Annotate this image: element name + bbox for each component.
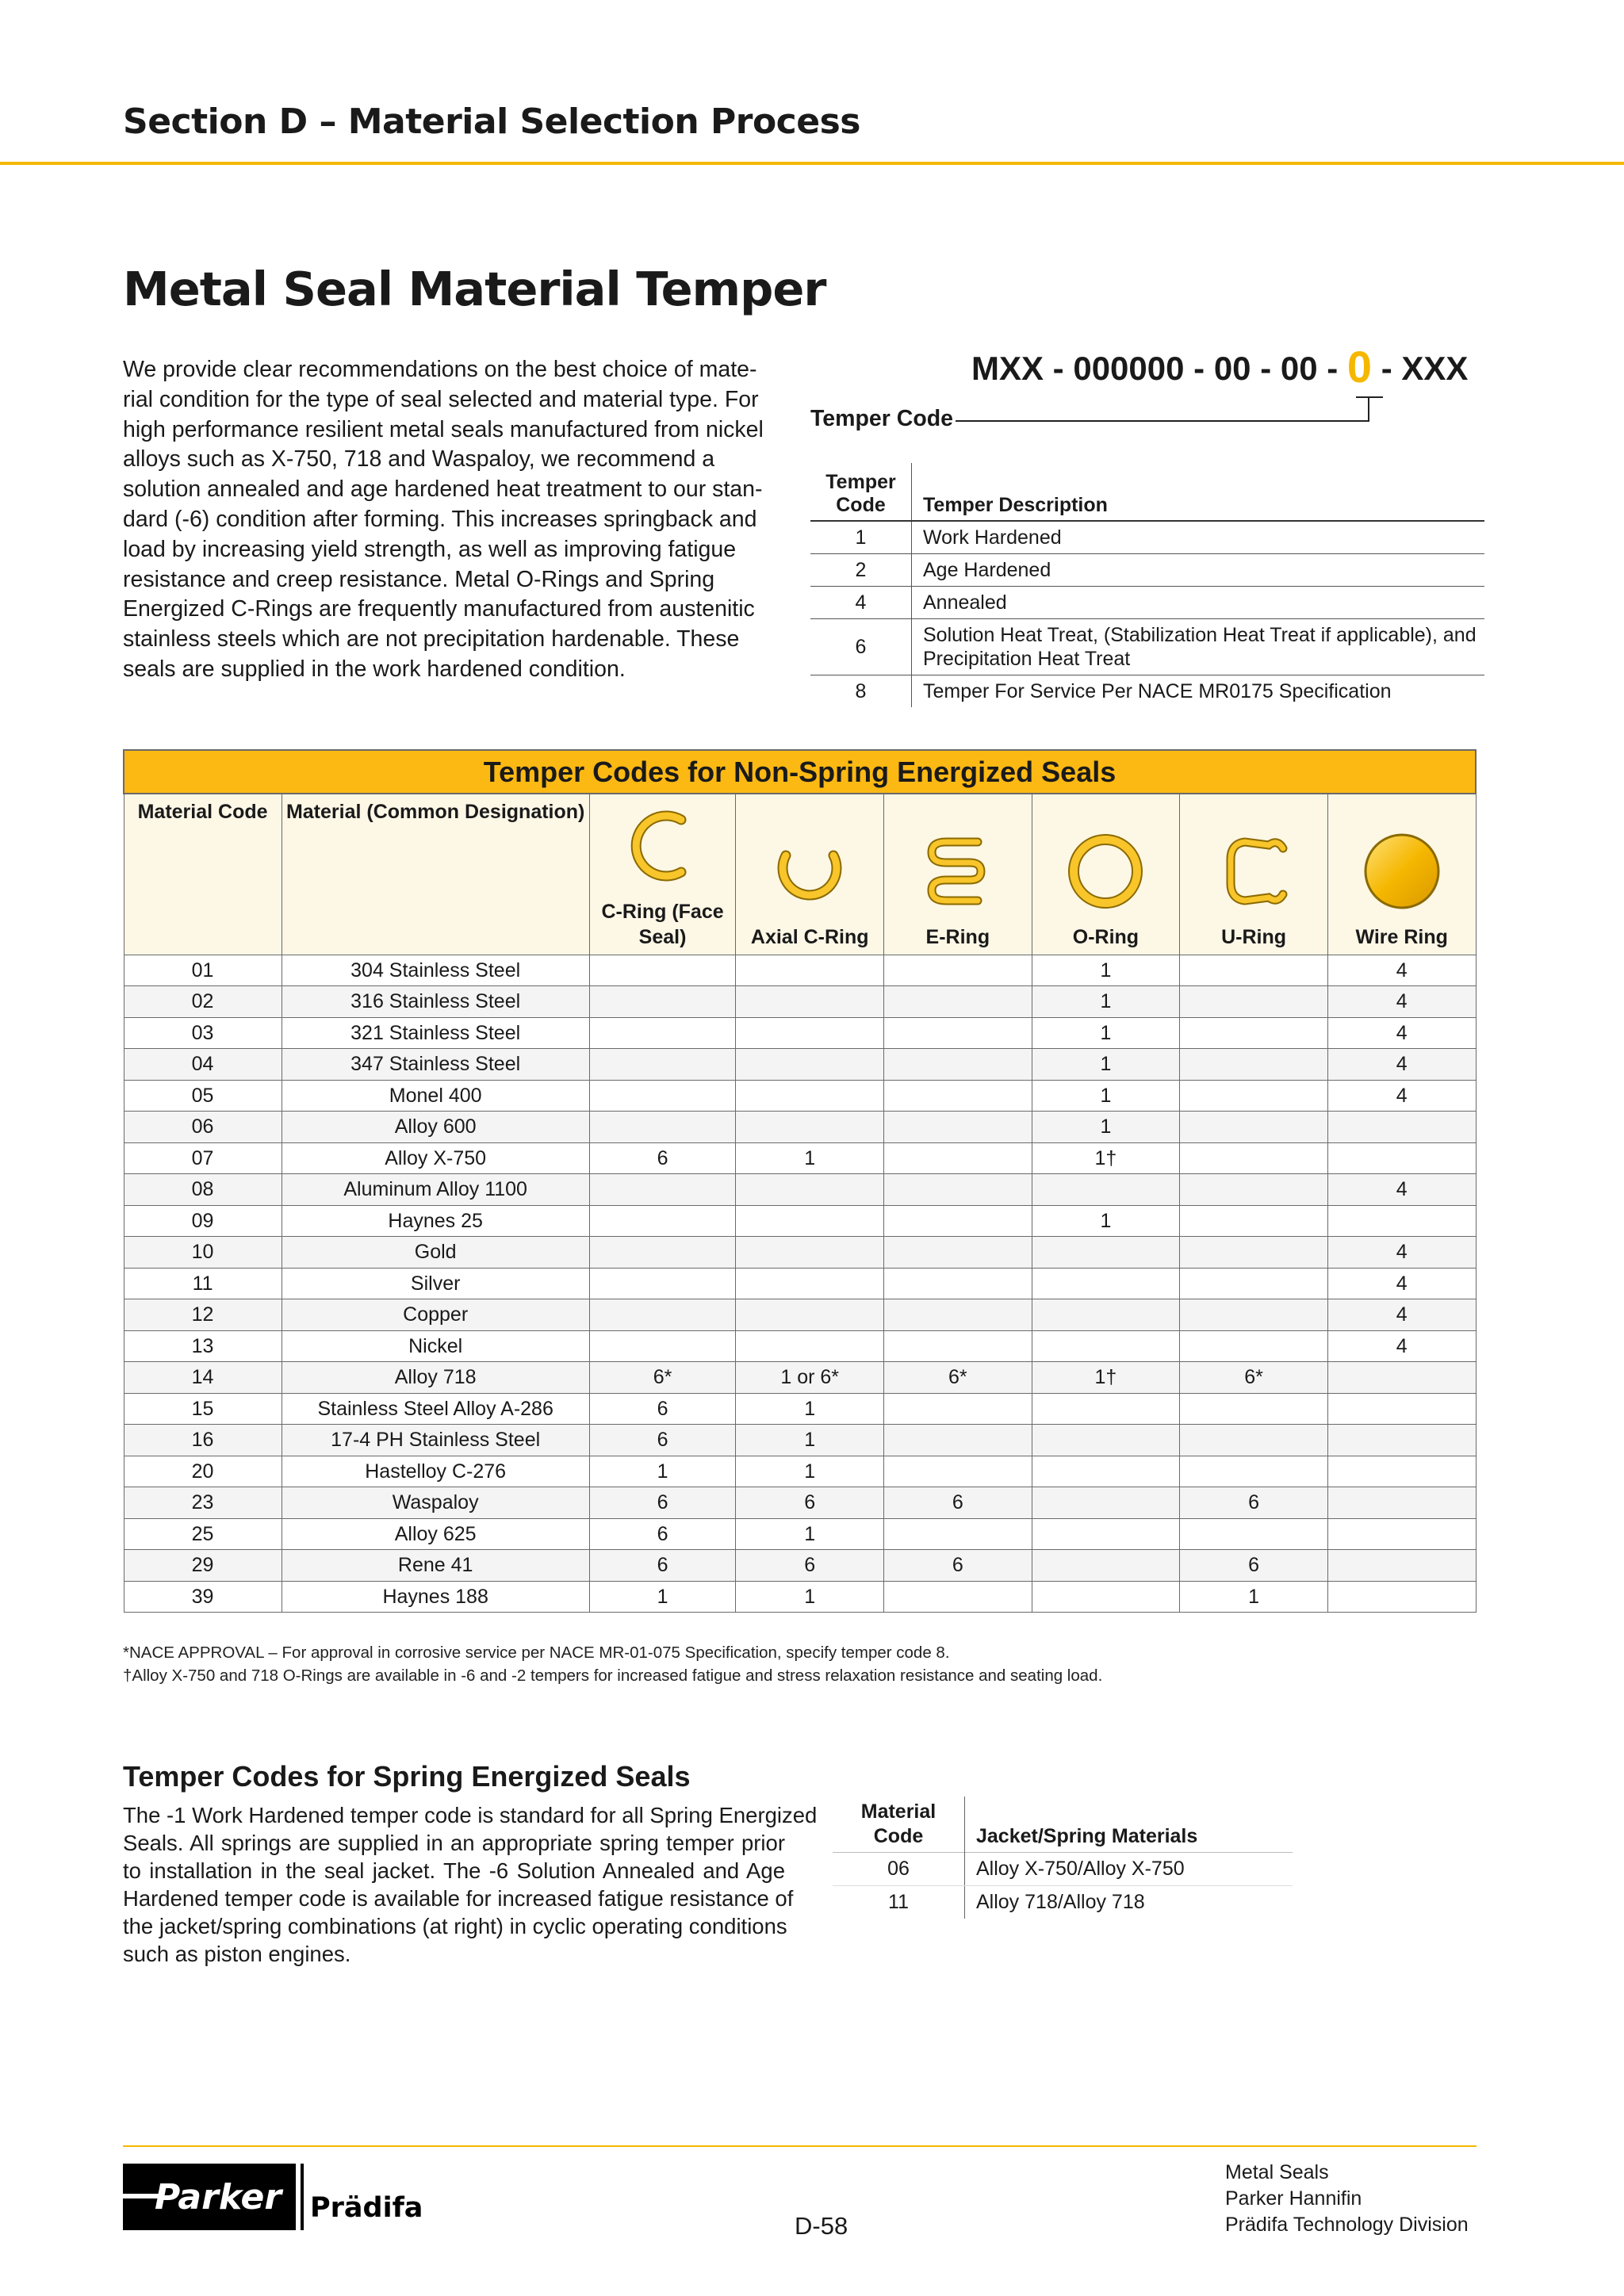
- u-ring-cell: 6: [1180, 1550, 1328, 1582]
- material-code-cell: 12: [124, 1299, 282, 1331]
- material-code-cell: 07: [124, 1142, 282, 1174]
- material-name-cell: 17-4 PH Stainless Steel: [282, 1425, 589, 1456]
- material-name-cell: Aluminum Alloy 1100: [282, 1174, 589, 1206]
- wire-ring-header: [1327, 794, 1476, 955]
- axial-c-ring-cell: [736, 1049, 884, 1081]
- c-ring-cell: [589, 1049, 736, 1081]
- logo-pradifa-text: Prädifa: [310, 2192, 423, 2224]
- c-ring-cell: 6: [589, 1425, 736, 1456]
- temper-code-label: Temper Code: [810, 406, 954, 431]
- material-code-cell: 15: [124, 1393, 282, 1425]
- table-row: [124, 1268, 1476, 1299]
- c-ring-cell: [589, 1174, 736, 1206]
- o-ring-cell: 1: [1032, 1205, 1180, 1237]
- non-spring-temper-table: [123, 749, 1477, 1613]
- wire-ring-cell: 4: [1327, 986, 1476, 1018]
- table-row: [124, 1017, 1476, 1049]
- intro-line: resistance and creep resistance. Metal O-Rings and Spring: [123, 566, 715, 592]
- axial-c-ring-cell: 1: [736, 1456, 884, 1487]
- axial-c-ring-cell: 6: [736, 1487, 884, 1519]
- table-row: [124, 1299, 1476, 1331]
- material-code-cell: 09: [124, 1205, 282, 1237]
- material-name-cell: 347 Stainless Steel: [282, 1049, 589, 1081]
- intro-line: We provide clear recommendations on the best choice of mate-: [123, 357, 757, 382]
- material-code-cell: 13: [124, 1330, 282, 1362]
- e-ring-cell: [884, 1518, 1032, 1550]
- axial-c-ring-cell: [736, 1174, 884, 1206]
- axial-c-ring-cell: [736, 1299, 884, 1331]
- footnotes: [123, 1641, 1102, 1687]
- e-ring-cell: [884, 955, 1032, 986]
- axial-c-ring-cell: 1: [736, 1393, 884, 1425]
- se-line: The -1 Work Hardened temper code is standard for all Spring Energized: [123, 1803, 818, 1827]
- part-number-format: [971, 341, 1468, 392]
- axial-c-ring-cell: 1: [736, 1142, 884, 1174]
- axial-c-ring-cell: [736, 1268, 884, 1299]
- spring-energized-table: [833, 1797, 1293, 1919]
- se-code-cell: 06: [833, 1853, 965, 1886]
- table-row: [833, 1886, 1293, 1919]
- material-code-cell: 06: [124, 1112, 282, 1143]
- material-code-cell: 20: [124, 1456, 282, 1487]
- material-code-cell: 39: [124, 1581, 282, 1613]
- intro-line: seals are supplied in the work hardened condition.: [123, 656, 626, 682]
- non-spring-table-title: Temper Codes for Non-Spring Energized Seals: [124, 750, 1476, 794]
- material-name-cell: Alloy 718: [282, 1362, 589, 1394]
- material-name-cell: Stainless Steel Alloy A-286: [282, 1393, 589, 1425]
- u-ring-cell: [1180, 955, 1328, 986]
- temper-description-cell: Age Hardened: [912, 554, 1485, 587]
- footer-division-info: [1225, 2160, 1469, 2238]
- table-row: [124, 1112, 1476, 1143]
- spring-energized-title: Temper Codes for Spring Energized Seals: [123, 1760, 691, 1793]
- intro-paragraph: [123, 355, 781, 685]
- table-row: [124, 1049, 1476, 1081]
- o-ring-cell: [1032, 1487, 1180, 1519]
- material-code-cell: 25: [124, 1518, 282, 1550]
- o-ring-cell: 1†: [1032, 1142, 1180, 1174]
- u-ring-cell: [1180, 1330, 1328, 1362]
- axial-c-ring-cell: 1 or 6*: [736, 1362, 884, 1394]
- c-ring-cell: [589, 1017, 736, 1049]
- table-row: [124, 1362, 1476, 1394]
- footnote-nace: *NACE APPROVAL – For approval in corrosive service per NACE MR-01-075 Specification, specify temper code 8.: [123, 1644, 950, 1662]
- se-line: such as piston engines.: [123, 1942, 351, 1966]
- temper-code-pointer-line: [956, 420, 1369, 422]
- se-line: the jacket/spring combinations (at right) in cyclic operating conditions: [123, 1914, 787, 1938]
- material-code-cell: 03: [124, 1017, 282, 1049]
- table-row: [124, 1080, 1476, 1112]
- axial-c-ring-cell: [736, 986, 884, 1018]
- o-ring-cell: 1†: [1032, 1362, 1180, 1394]
- material-code-cell: 16: [124, 1425, 282, 1456]
- wire-ring-cell: [1327, 1393, 1476, 1425]
- part-number-suffix: - XXX: [1381, 350, 1469, 387]
- temper-code-cell: 8: [810, 675, 912, 708]
- u-ring-cell: [1180, 1237, 1328, 1269]
- table-row: [124, 1142, 1476, 1174]
- c-ring-label: C-Ring (Face Seal): [601, 900, 724, 948]
- c-ring-cell: [589, 1237, 736, 1269]
- e-ring-cell: 6: [884, 1487, 1032, 1519]
- temper-description-cell: Work Hardened: [912, 521, 1485, 554]
- wire-ring-cell: [1327, 1142, 1476, 1174]
- intro-line: high performance resilient metal seals manufactured from nickel: [123, 416, 764, 442]
- spring-energized-paragraph: [123, 1801, 818, 1968]
- table-row: [124, 1205, 1476, 1237]
- wire-ring-cell: [1327, 1112, 1476, 1143]
- table-row: [810, 554, 1484, 587]
- axial-c-ring-label: Axial C-Ring: [750, 925, 869, 948]
- logo-parker-text: Parker: [155, 2177, 282, 2218]
- o-ring-icon: [1062, 828, 1149, 915]
- e-ring-cell: [884, 1299, 1032, 1331]
- table-row: [124, 1174, 1476, 1206]
- u-ring-cell: [1180, 1049, 1328, 1081]
- material-name-cell: Alloy 625: [282, 1518, 589, 1550]
- u-ring-cell: [1180, 1205, 1328, 1237]
- wire-ring-cell: [1327, 1518, 1476, 1550]
- wire-ring-icon: [1358, 828, 1446, 915]
- axial-c-ring-cell: 1: [736, 1425, 884, 1456]
- material-name-cell: 321 Stainless Steel: [282, 1017, 589, 1049]
- c-ring-cell: [589, 1330, 736, 1362]
- c-ring-cell: [589, 1205, 736, 1237]
- table-row: [124, 1518, 1476, 1550]
- material-name-cell: Haynes 188: [282, 1581, 589, 1613]
- intro-line: load by increasing yield strength, as well as improving fatigue: [123, 536, 737, 562]
- table-row: [810, 587, 1484, 619]
- u-ring-label: U-Ring: [1221, 925, 1286, 948]
- o-ring-cell: [1032, 1456, 1180, 1487]
- c-ring-cell: 6: [589, 1393, 736, 1425]
- temper-code-cell: 4: [810, 587, 912, 619]
- o-ring-cell: [1032, 1393, 1180, 1425]
- material-code-cell: 04: [124, 1049, 282, 1081]
- footer-line: Parker Hannifin: [1225, 2187, 1362, 2210]
- c-ring-cell: [589, 1112, 736, 1143]
- table-row: [810, 619, 1484, 675]
- o-ring-cell: [1032, 1550, 1180, 1582]
- u-ring-cell: [1180, 986, 1328, 1018]
- temper-code-pointer-cap: [1356, 396, 1383, 398]
- material-name-cell: Gold: [282, 1237, 589, 1269]
- se-materials-header: Jacket/Spring Materials: [976, 1825, 1198, 1847]
- o-ring-cell: 1: [1032, 955, 1180, 986]
- page-title: Metal Seal Material Temper: [123, 262, 826, 316]
- wire-ring-cell: 4: [1327, 1080, 1476, 1112]
- o-ring-cell: [1032, 1268, 1180, 1299]
- o-ring-cell: [1032, 1299, 1180, 1331]
- axial-c-ring-cell: 1: [736, 1581, 884, 1613]
- o-ring-cell: 1: [1032, 1017, 1180, 1049]
- table-row: [833, 1853, 1293, 1886]
- table-row: [124, 1487, 1476, 1519]
- wire-ring-cell: 4: [1327, 955, 1476, 986]
- u-ring-cell: [1180, 1017, 1328, 1049]
- u-ring-cell: [1180, 1518, 1328, 1550]
- material-code-cell: 11: [124, 1268, 282, 1299]
- o-ring-cell: [1032, 1518, 1180, 1550]
- intro-line: solution annealed and age hardened heat treatment to our stan-: [123, 476, 763, 503]
- o-ring-cell: [1032, 1581, 1180, 1613]
- u-ring-cell: [1180, 1299, 1328, 1331]
- e-ring-header: [884, 794, 1032, 955]
- o-ring-header: [1032, 794, 1180, 955]
- c-ring-cell: [589, 1080, 736, 1112]
- intro-line: alloys such as X-750, 718 and Waspaloy, we recommend a: [123, 446, 715, 473]
- temper-description-cell: Solution Heat Treat, (Stabilization Heat Treat if applicable), and Precipitation Heat Treat: [912, 619, 1485, 675]
- u-ring-icon: [1210, 828, 1297, 915]
- non-spring-table-body: [124, 955, 1476, 1613]
- table-row: [124, 1425, 1476, 1456]
- axial-c-ring-cell: [736, 1330, 884, 1362]
- footnote-o-ring: †Alloy X-750 and 718 O-Rings are available in -6 and -2 tempers for increased fatigue and stress relaxation resistance and seating load.: [123, 1667, 1103, 1685]
- wire-ring-cell: [1327, 1362, 1476, 1394]
- c-ring-cell: [589, 955, 736, 986]
- table-row: [124, 955, 1476, 986]
- c-ring-cell: 1: [589, 1581, 736, 1613]
- part-number-prefix: MXX - 000000 - 00 - 00 -: [971, 350, 1339, 387]
- c-ring-cell: [589, 1299, 736, 1331]
- material-name-cell: Waspaloy: [282, 1487, 589, 1519]
- material-name-cell: Nickel: [282, 1330, 589, 1362]
- table-row: [124, 1330, 1476, 1362]
- wire-ring-label: Wire Ring: [1355, 925, 1448, 948]
- u-ring-cell: [1180, 1080, 1328, 1112]
- u-ring-cell: 1: [1180, 1581, 1328, 1613]
- c-ring-cell: 1: [589, 1456, 736, 1487]
- o-ring-cell: [1032, 1174, 1180, 1206]
- wire-ring-cell: 4: [1327, 1049, 1476, 1081]
- e-ring-cell: [884, 1425, 1032, 1456]
- axial-c-ring-cell: [736, 1080, 884, 1112]
- footer-line: Metal Seals: [1225, 2161, 1329, 2183]
- header-rule: [0, 162, 1624, 165]
- intro-line: Energized C-Rings are frequently manufactured from austenitic: [123, 596, 755, 622]
- temper-description-cell: Temper For Service Per NACE MR0175 Specification: [923, 680, 1392, 702]
- temper-description-header: Temper Description: [923, 494, 1108, 516]
- wire-ring-cell: 4: [1327, 1299, 1476, 1331]
- u-ring-header: [1180, 794, 1328, 955]
- u-ring-cell: 6: [1180, 1487, 1328, 1519]
- wire-ring-cell: 4: [1327, 1330, 1476, 1362]
- material-name-cell: Hastelloy C-276: [282, 1456, 589, 1487]
- axial-c-ring-cell: 6: [736, 1550, 884, 1582]
- c-ring-header: [589, 794, 736, 955]
- se-line: Hardened temper code is available for increased fatigue resistance of: [123, 1886, 794, 1911]
- wire-ring-cell: [1327, 1550, 1476, 1582]
- c-ring-icon: [619, 802, 707, 890]
- part-number-temper-digit: 0: [1346, 342, 1373, 392]
- section-title: Section D – Material Selection Process: [123, 101, 860, 142]
- e-ring-cell: 6*: [884, 1362, 1032, 1394]
- material-name-cell: Alloy X-750: [282, 1142, 589, 1174]
- c-ring-cell: [589, 1268, 736, 1299]
- temper-code-pointer-stem: [1368, 398, 1369, 422]
- footer-line: Prädifa Technology Division: [1225, 2214, 1469, 2236]
- temper-description-cell: Annealed: [912, 587, 1485, 619]
- c-ring-cell: [589, 986, 736, 1018]
- e-ring-cell: [884, 1142, 1032, 1174]
- u-ring-cell: [1180, 1268, 1328, 1299]
- wire-ring-cell: 4: [1327, 1268, 1476, 1299]
- table-row: [124, 1237, 1476, 1269]
- se-line: to installation in the seal jacket. The -6 Solution Annealed and Age: [123, 1858, 785, 1883]
- wire-ring-cell: [1327, 1456, 1476, 1487]
- page-number: D-58: [795, 2212, 848, 2240]
- material-name-cell: Monel 400: [282, 1080, 589, 1112]
- e-ring-label: E-Ring: [925, 925, 990, 948]
- table-row: [124, 1550, 1476, 1582]
- se-materials-cell: Alloy X-750/Alloy X-750: [965, 1853, 1293, 1886]
- wire-ring-cell: [1327, 1205, 1476, 1237]
- material-code-cell: 29: [124, 1550, 282, 1582]
- se-code-cell: 11: [833, 1886, 965, 1919]
- wire-ring-cell: [1327, 1487, 1476, 1519]
- o-ring-cell: 1: [1032, 1049, 1180, 1081]
- c-ring-cell: 6: [589, 1142, 736, 1174]
- wire-ring-cell: 4: [1327, 1174, 1476, 1206]
- e-ring-cell: [884, 1080, 1032, 1112]
- material-code-cell: 01: [124, 955, 282, 986]
- material-name-cell: Haynes 25: [282, 1205, 589, 1237]
- material-code-cell: 02: [124, 986, 282, 1018]
- c-ring-cell: 6*: [589, 1362, 736, 1394]
- temper-code-table: [810, 463, 1484, 707]
- o-ring-cell: [1032, 1237, 1180, 1269]
- u-ring-cell: [1180, 1112, 1328, 1143]
- e-ring-cell: [884, 1393, 1032, 1425]
- axial-c-ring-header: [736, 794, 884, 955]
- intro-line: rial condition for the type of seal selected and material type. For: [123, 386, 759, 412]
- material-name-cell: 316 Stainless Steel: [282, 986, 589, 1018]
- material-name-cell: Alloy 600: [282, 1112, 589, 1143]
- material-code-cell: 14: [124, 1362, 282, 1394]
- u-ring-cell: [1180, 1393, 1328, 1425]
- footer-rule: [123, 2145, 1477, 2147]
- table-row: [124, 986, 1476, 1018]
- u-ring-cell: [1180, 1425, 1328, 1456]
- table-row: [124, 1393, 1476, 1425]
- axial-c-ring-cell: [736, 1205, 884, 1237]
- axial-c-ring-cell: [736, 1017, 884, 1049]
- temper-code-cell: 2: [810, 554, 912, 587]
- axial-c-ring-cell: [736, 1112, 884, 1143]
- u-ring-cell: 6*: [1180, 1362, 1328, 1394]
- temper-code-cell: 1: [810, 521, 912, 554]
- e-ring-icon: [914, 828, 1002, 915]
- u-ring-cell: [1180, 1142, 1328, 1174]
- e-ring-cell: [884, 1456, 1032, 1487]
- material-code-cell: 23: [124, 1487, 282, 1519]
- e-ring-cell: [884, 1112, 1032, 1143]
- table-row: [124, 1456, 1476, 1487]
- u-ring-cell: [1180, 1456, 1328, 1487]
- wire-ring-cell: 4: [1327, 1017, 1476, 1049]
- e-ring-cell: 6: [884, 1550, 1032, 1582]
- temper-code-header: Temper Code: [810, 463, 912, 521]
- wire-ring-cell: [1327, 1581, 1476, 1613]
- table-row: [810, 521, 1484, 554]
- material-name-cell: Copper: [282, 1299, 589, 1331]
- table-row: [810, 675, 1484, 708]
- c-ring-cell: 6: [589, 1550, 736, 1582]
- e-ring-cell: [884, 1205, 1032, 1237]
- intro-line: stainless steels which are not precipitation hardenable. These: [123, 626, 740, 652]
- e-ring-cell: [884, 1268, 1032, 1299]
- e-ring-cell: [884, 1174, 1032, 1206]
- material-name-cell: 304 Stainless Steel: [282, 955, 589, 986]
- c-ring-cell: 6: [589, 1518, 736, 1550]
- material-code-cell: 08: [124, 1174, 282, 1206]
- c-ring-cell: 6: [589, 1487, 736, 1519]
- material-code-header: Material Code: [124, 794, 282, 955]
- e-ring-cell: [884, 1049, 1032, 1081]
- se-materials-cell: Alloy 718/Alloy 718: [976, 1891, 1145, 1913]
- temper-code-cell: 6: [810, 619, 912, 675]
- o-ring-cell: [1032, 1425, 1180, 1456]
- material-name-cell: Silver: [282, 1268, 589, 1299]
- se-material-code-header: Material Code: [833, 1797, 965, 1853]
- o-ring-cell: [1032, 1330, 1180, 1362]
- axial-c-ring-cell: [736, 955, 884, 986]
- table-row: [124, 1581, 1476, 1613]
- e-ring-cell: [884, 986, 1032, 1018]
- material-code-cell: 10: [124, 1237, 282, 1269]
- se-line: Seals. All springs are supplied in an appropriate spring temper prior: [123, 1831, 785, 1855]
- e-ring-cell: [884, 1581, 1032, 1613]
- axial-c-ring-icon: [766, 828, 853, 915]
- o-ring-cell: 1: [1032, 1112, 1180, 1143]
- e-ring-cell: [884, 1330, 1032, 1362]
- e-ring-cell: [884, 1017, 1032, 1049]
- wire-ring-cell: [1327, 1425, 1476, 1456]
- o-ring-cell: 1: [1032, 1080, 1180, 1112]
- parker-pradifa-logo: [123, 2161, 423, 2233]
- o-ring-label: O-Ring: [1072, 925, 1139, 948]
- material-name-cell: Rene 41: [282, 1550, 589, 1582]
- u-ring-cell: [1180, 1174, 1328, 1206]
- o-ring-cell: 1: [1032, 986, 1180, 1018]
- material-code-cell: 05: [124, 1080, 282, 1112]
- axial-c-ring-cell: [736, 1237, 884, 1269]
- material-name-header: Material (Common Designation): [282, 794, 589, 955]
- e-ring-cell: [884, 1237, 1032, 1269]
- intro-line: dard (-6) condition after forming. This increases springback and: [123, 506, 757, 532]
- wire-ring-cell: 4: [1327, 1237, 1476, 1269]
- axial-c-ring-cell: 1: [736, 1518, 884, 1550]
